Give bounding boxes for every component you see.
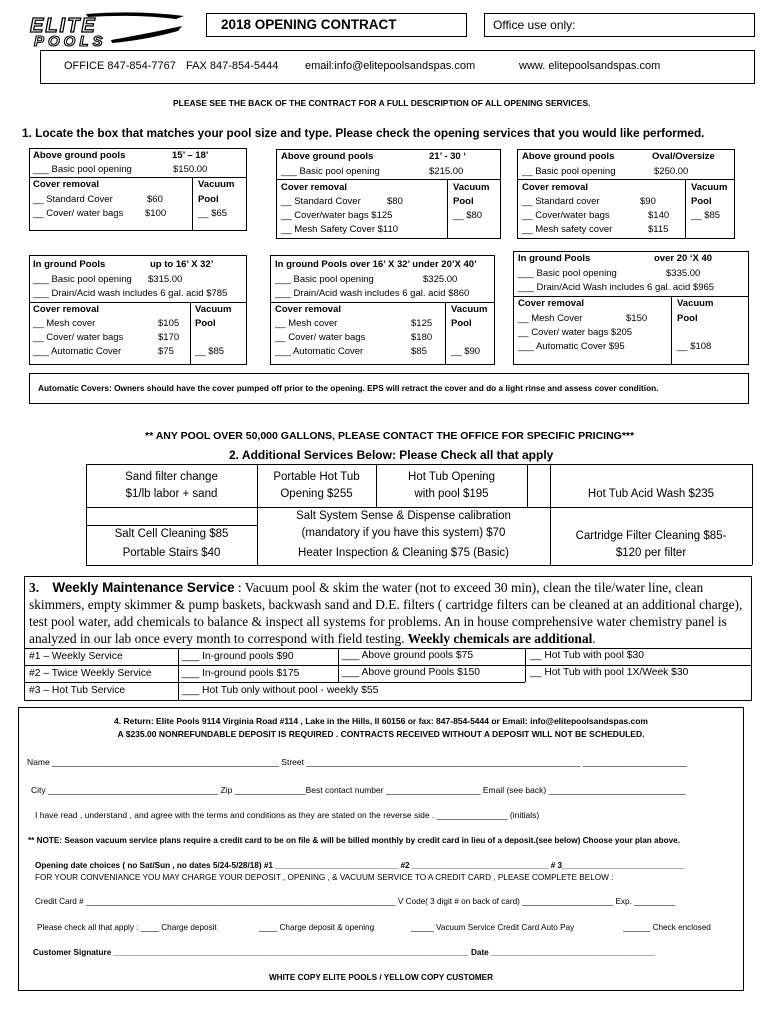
standard-cover-option[interactable]: __ Standard cover	[522, 196, 600, 207]
charge-notice: FOR YOUR CONVENIANCE YOU MAY CHARGE YOUR DEPOSIT , OPENING , & VACUUM SERVICE TO A CREDIT CARD , PLEASE COMPLETE BELOW :	[35, 873, 614, 882]
automatic-covers-note	[29, 373, 749, 404]
vacuum-label: Vacuum	[451, 304, 488, 315]
weekly-service-plan: #1 – Weekly Service	[29, 651, 123, 662]
contract-title: 2018 OPENING CONTRACT	[221, 17, 397, 32]
box-size: 15’ – 18’	[172, 150, 209, 161]
vacuum-option[interactable]: __ $108	[677, 341, 712, 352]
box-title: Above ground pools	[33, 150, 126, 161]
water-bags-price: $170	[158, 332, 180, 343]
vacuum-label: Vacuum	[195, 304, 232, 315]
portable-stairs: Portable Stairs $40	[122, 547, 221, 559]
basic-opening-price: $150.00	[173, 164, 208, 175]
automatic-covers-label: Automatic Covers:	[38, 383, 112, 393]
basic-opening-price: $315.00	[148, 274, 183, 285]
water-bags-price: $100	[145, 208, 167, 219]
fax-number: FAX 847-854-5444	[186, 60, 279, 72]
mesh-cover-price: $125	[411, 318, 433, 329]
aboveground-75-option[interactable]: ___ Above ground pools $75	[342, 650, 474, 661]
hot-tub-opening-cell[interactable]	[378, 469, 525, 503]
water-bags-option[interactable]: __ Cover/water bags $125	[281, 210, 393, 221]
city-zip-email-field[interactable]: City ____________________________________ Zip _______________Best contact number ____________________ Email (see back) _____________________________	[31, 785, 686, 795]
automatic-covers-body: Owners should have the cover pumped off prior to the opening. EPS will retract the cover and do a light rinse and assess cover condition.	[111, 383, 659, 393]
section3-body: : Vacuum pool & skim the water (not to exceed 30 min), clean the tile/water line, clean skimmers, empty skimmer & pump baskets, backwash sand and D.E. filters ( cartridge filters can be cleaned at an additional charge), test pool water, add chemicals to balance & inspect all systems for problems. An in house comprehensive water chemistry panel is analyzed in our lab once every month to correspond with field testing.	[29, 580, 743, 646]
hot-tub-opening-line2: with pool $195	[414, 488, 489, 500]
vacuum-label: Vacuum	[691, 182, 728, 193]
copy-distribution: WHITE COPY ELITE POOLS / YELLOW COPY CUSTOMER	[268, 973, 494, 982]
cover-removal-label: Cover removal	[33, 179, 100, 190]
hot-tub-opening-line1: Hot Tub Opening	[408, 471, 495, 483]
basic-opening-price: $215.00	[429, 166, 464, 177]
automatic-cover-option[interactable]: ___ Automatic Cover	[33, 346, 122, 357]
inground-175-option[interactable]: ___ In-ground pools $175	[182, 668, 300, 679]
back-notice: PLEASE SEE THE BACK OF THE CONTRACT FOR A FULL DESCRIPTION OF ALL OPENING SERVICES.	[173, 98, 591, 108]
vacuum-option[interactable]: __ $80	[453, 210, 483, 221]
vacuum-option[interactable]: __ $85	[195, 346, 225, 357]
mesh-cover-price: $105	[158, 318, 180, 329]
water-bags-option[interactable]: __ Cover/ water bags	[275, 332, 366, 343]
section3-number: 3.	[29, 580, 40, 595]
acid-wash-option[interactable]: ___ Drain/Acid Wash includes 6 gal. acid $965	[518, 282, 715, 293]
water-bags-price: $180	[411, 332, 433, 343]
basic-opening-price: $250.00	[654, 166, 689, 177]
check-enclosed-option[interactable]: ______ Check enclosed	[623, 923, 711, 932]
signature-date-field[interactable]: Customer Signature ______________________________________________________________________________ Date ____________________________________	[33, 948, 655, 957]
cover-removal-label: Cover removal	[518, 298, 585, 309]
box-title: Above ground pools	[522, 151, 615, 162]
portable-hot-tub-line1: Portable Hot Tub	[273, 471, 360, 483]
automatic-cover-option[interactable]: ___ Automatic Cover $95	[518, 341, 625, 352]
in-ground-over-20x40-box	[513, 251, 749, 365]
weekly-maintenance-desc: 3. Weekly Maintenance Service : Vacuum pool & skim the water (not to exceed 30 min), clean the tile/water line, clean skimmers, empty skimmer & pump baskets, backwash sand and D.E. filters ( cartridge filters can be cleaned at an additional charge), test pool water, add chemicals to balance & inspect all systems for problems. An in house comprehensive water chemistry panel is analyzed in our lab once every month to correspond with field testing. Weekly chemicals are additional.	[29, 580, 743, 646]
standard-cover-price: $60	[147, 194, 163, 205]
cartridge-filter-line2: $120 per filter	[615, 547, 687, 559]
contact-bar	[40, 50, 755, 84]
standard-cover-price: $80	[387, 196, 403, 207]
pool-label: Pool	[451, 318, 472, 329]
above-ground-21-30-box	[276, 149, 501, 239]
box-title: In ground Pools	[518, 253, 591, 264]
vacuum-auto-pay-option[interactable]: _____ Vacuum Service Credit Card Auto Pay	[411, 923, 575, 932]
hot-tub-acid-wash-cell[interactable]	[552, 486, 750, 503]
website: www. elitepoolsandspas.com	[519, 60, 661, 72]
section1-heading: 1. Locate the box that matches your pool size and type. Please check the opening services that you would like performed.	[22, 126, 705, 140]
vacuum-option[interactable]: __ $85	[691, 210, 721, 221]
chemicals-additional: Weekly chemicals are additional	[404, 631, 593, 646]
mesh-cover-option[interactable]: __ Mesh Safety Cover $110	[281, 224, 399, 235]
inground-90-option[interactable]: ___ In-ground pools $90	[182, 651, 294, 662]
box-size: 21’ - 30 ‘	[429, 151, 466, 162]
box-title: In ground Pools over 16’ X 32’ under 20’X 40’	[275, 259, 477, 270]
cover-removal-label: Cover removal	[33, 304, 100, 315]
pool-label: Pool	[677, 313, 698, 324]
standard-cover-option[interactable]: __ Standard Cover	[281, 196, 361, 207]
cover-removal-label: Cover removal	[522, 182, 589, 193]
water-bags-option[interactable]: __ Cover/ water bags	[33, 332, 124, 343]
in-ground-up-to-16x32-box	[29, 255, 247, 365]
sand-filter-cell[interactable]	[88, 469, 255, 503]
sand-filter-line1: Sand filter change	[125, 471, 218, 483]
svg-text:ELITE: ELITE	[30, 15, 97, 37]
weekly-maintenance-box	[24, 576, 752, 701]
vacuum-label: Vacuum	[677, 298, 714, 309]
heater-inspection[interactable]: Heater Inspection & Cleaning $75 (Basic)	[298, 547, 509, 559]
mesh-cover-option[interactable]: __ Mesh cover	[275, 318, 338, 329]
charge-deposit-opening-option[interactable]: ____ Charge deposit & opening	[259, 923, 375, 932]
salt-cell-cleaning: Salt Cell Cleaning $85	[114, 528, 229, 540]
office-phone: OFFICE 847-854-7767	[64, 60, 176, 72]
cover-removal-label: Cover removal	[275, 304, 342, 315]
office-use-box[interactable]	[484, 13, 755, 37]
pool-label: Pool	[198, 194, 219, 205]
mesh-cover-option[interactable]: __ Mesh Cover	[518, 313, 583, 324]
box-title: Above ground pools	[281, 151, 374, 162]
hot-tub-1x-week-option[interactable]: __ Hot Tub with pool 1X/Week $30	[530, 667, 689, 678]
cartridge-filter-cell[interactable]	[552, 528, 750, 562]
salt-system-cell[interactable]	[259, 508, 548, 562]
sand-filter-line2: $1/lb labor + sand	[125, 488, 218, 500]
salt-system-line2: (mandatory if you have this system) $70	[301, 527, 506, 539]
salt-system-line1: Salt System Sense & Dispense calibration	[296, 510, 511, 522]
portable-hot-tub-cell[interactable]	[259, 469, 374, 503]
acid-wash-option[interactable]: ___ Drain/Acid wash includes 6 gal. acid $785	[33, 288, 228, 299]
water-bags-option[interactable]: __ Cover/ water bags	[33, 208, 124, 219]
pool-label: Pool	[691, 196, 712, 207]
aboveground-150-option[interactable]: ___ Above ground Pools $150	[342, 667, 480, 678]
cover-removal-label: Cover removal	[281, 182, 348, 193]
mesh-cover-price: $115	[648, 224, 669, 235]
basic-opening-option[interactable]: ___ Basic pool opening	[33, 164, 132, 175]
hot-tub-service-plan: #3 – Hot Tub Service	[29, 685, 126, 696]
acid-wash-option[interactable]: ___ Drain/Acid wash includes 6 gal. acid $860	[275, 288, 470, 299]
in-ground-16x32-to-20x40-box	[270, 255, 495, 365]
standard-cover-price: $90	[640, 196, 656, 207]
return-form-box	[18, 707, 744, 991]
water-bags-option[interactable]: __ Cover/ water bags $205	[518, 327, 633, 338]
pool-label: Pool	[195, 318, 216, 329]
hot-tub-with-pool-option[interactable]: __ Hot Tub with pool $30	[530, 650, 644, 661]
vacuum-option[interactable]: __ $65	[198, 208, 228, 219]
hot-tub-only-option[interactable]: ___ Hot Tub only without pool - weekly $55	[182, 685, 379, 696]
basic-opening-option[interactable]: ___ Basic pool opening	[281, 166, 380, 177]
cartridge-filter-line1: Cartridge Filter Cleaning $85-	[575, 530, 727, 542]
vacuum-option[interactable]: __ $90	[451, 346, 481, 357]
box-size: up to 16’ X 32’	[150, 259, 214, 270]
automatic-cover-price: $85	[411, 346, 427, 357]
large-pool-note: ** ANY POOL OVER 50,000 GALLONS, PLEASE CONTACT THE OFFICE FOR SPECIFIC PRICING***	[145, 430, 635, 442]
return-address: 4. Return: Elite Pools 9114 Virginia Road #114 , Lake in the Hills, Il 60156 or fax: 847-854-5444 or Email: info@elitepoolsandspas.com	[114, 716, 648, 726]
water-bags-price: $140	[648, 210, 670, 221]
standard-cover-option[interactable]: __ Standard Cover	[33, 194, 113, 205]
svg-text:POOLS: POOLS	[34, 33, 107, 48]
mesh-cover-option[interactable]: __ Mesh cover	[33, 318, 96, 329]
salt-cell-cleaning-cell[interactable]	[88, 526, 255, 543]
basic-opening-option[interactable]: ___ Basic pool opening	[518, 268, 617, 279]
contract-title-box	[206, 13, 467, 37]
basic-opening-option[interactable]: ___ Basic pool opening	[275, 274, 374, 285]
portable-hot-tub-line2: Opening $255	[280, 488, 353, 500]
hot-tub-acid-wash: Hot Tub Acid Wash $235	[587, 488, 715, 500]
mesh-cover-price: $150	[626, 313, 648, 324]
credit-card-note: ** NOTE: Season vacuum service plans require a credit card to be on file & will be billed monthly by credit card in lieu of a deposit.(see below) Choose your plan above.	[28, 836, 680, 845]
deposit-notice: A $235.00 NONREFUNDABLE DEPOSIT IS REQUIRED . CONTRACTS RECEIVED WITHOUT A DEPOSIT WILL NOT BE SCHEDULED.	[117, 729, 645, 739]
box-size: Oval/Oversize	[652, 151, 715, 162]
office-use-label: Office use only:	[493, 18, 576, 32]
charge-deposit-option[interactable]: Please check all that apply : ____ Charge deposit	[37, 923, 217, 932]
automatic-covers-text	[38, 383, 659, 393]
portable-stairs-cell[interactable]	[88, 545, 255, 562]
box-title: In ground Pools	[33, 259, 106, 270]
initials-field[interactable]: I have read , understand , and agree with the terms and conditions as they are stated on the reverse side . _______________ (initials)	[35, 810, 540, 820]
contact-email: email:info@elitepoolsandspas.com	[305, 60, 476, 72]
automatic-cover-option[interactable]: ___ Automatic Cover	[275, 346, 364, 357]
elite-pools-logo	[26, 10, 186, 48]
credit-card-field[interactable]: Credit Card # ____________________________________________________________________ V Code( 3 digit # on back of card) ____________________ Exp. _________	[35, 897, 676, 906]
pool-label: Pool	[453, 196, 474, 207]
above-ground-oval-box	[517, 149, 735, 239]
basic-opening-option[interactable]: __ Basic pool opening	[522, 166, 616, 177]
mesh-cover-option[interactable]: __ Mesh safety cover	[522, 224, 613, 235]
box-size: over 20 ‘X 40	[654, 253, 713, 264]
basic-opening-option[interactable]: ___ Basic pool opening	[33, 274, 132, 285]
section3-title: Weekly Maintenance Service	[52, 580, 235, 595]
basic-opening-price: $325.00	[423, 274, 458, 285]
basic-opening-price: $335.00	[666, 268, 701, 279]
name-street-field[interactable]: Name ________________________________________________ Street __________________________________________________________ ______________________	[27, 757, 687, 767]
above-ground-15-18-box	[29, 148, 247, 231]
vacuum-label: Vacuum	[453, 182, 490, 193]
opening-date-choices[interactable]: Opening date choices ( no Sat/Sun , no dates 5/24-5/28/18) #1 ___________________________ #2 ______________________________ # 3___________________________	[35, 861, 686, 870]
twice-weekly-plan: #2 – Twice Weekly Service	[29, 668, 152, 679]
automatic-cover-price: $75	[158, 346, 174, 357]
water-bags-option[interactable]: __ Cover/water bags	[522, 210, 610, 221]
section2-heading: 2. Additional Services Below: Please Check all that apply	[229, 448, 554, 462]
vacuum-label: Vacuum	[198, 179, 235, 190]
